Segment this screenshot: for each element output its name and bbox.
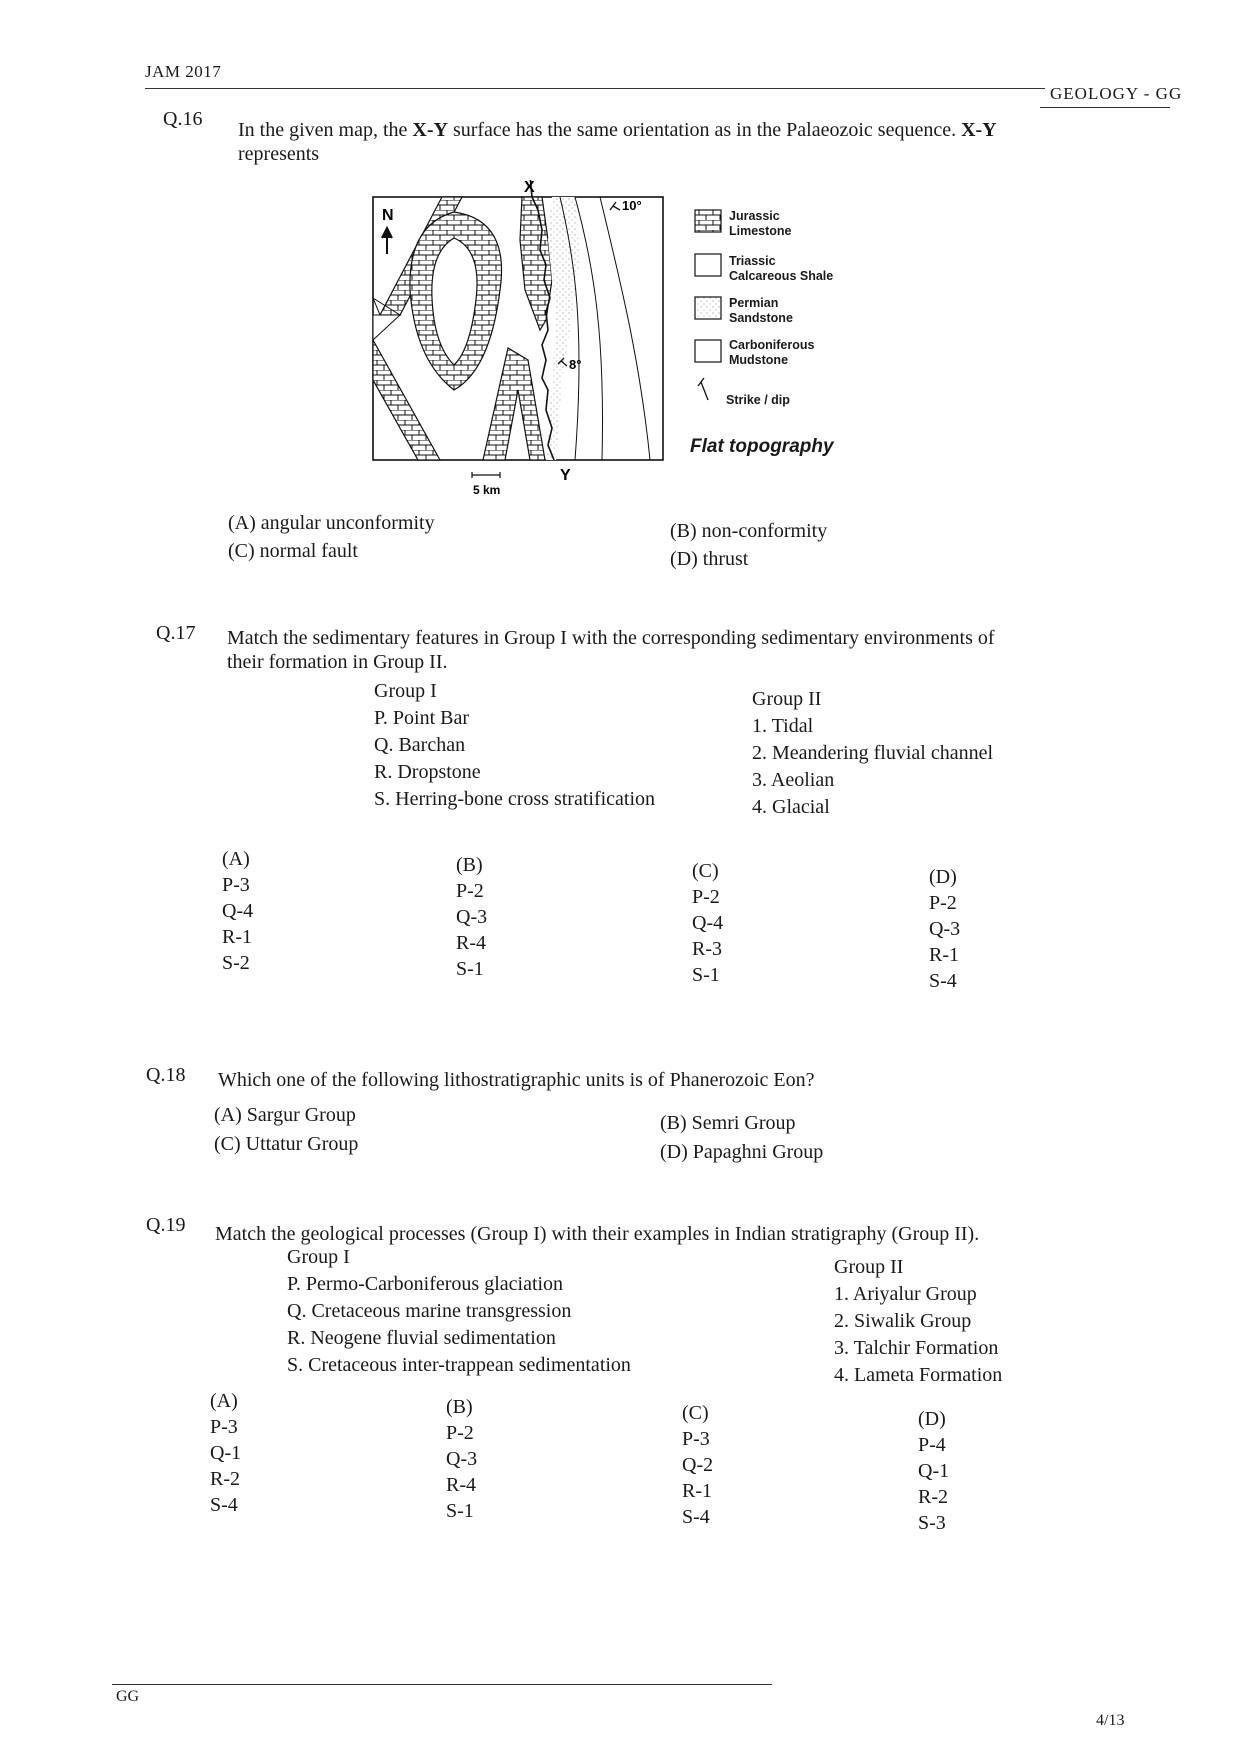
legend-shale-swatch bbox=[695, 254, 721, 276]
scale-bar bbox=[472, 472, 500, 478]
q17-group2: Group II 1. Tidal 2. Meandering fluvial channel 3. Aeolian 4. Glacial bbox=[752, 688, 994, 818]
q19-group1: Group I P. Permo-Carboniferous glaciation Q. Cretaceous marine transgression R. Neogene fluvial sedimentation S. Cretaceous inter-trappean sedimentation bbox=[287, 1246, 631, 1376]
q18-option-a[interactable]: (A) Sargur Group bbox=[214, 1104, 356, 1126]
q19-answer-c[interactable]: (C) P-3 Q-2 R-1 S-4 bbox=[682, 1402, 714, 1528]
q17-answer-a[interactable]: (A) P-3 Q-4 R-1 S-2 bbox=[222, 848, 254, 974]
q17-answer-b[interactable]: (B) P-2 Q-3 R-4 S-1 bbox=[456, 854, 488, 980]
q19-text: Match the geological processes (Group I) with their examples in Indian stratigraphy (Group II). bbox=[215, 1223, 980, 1245]
header-rule-right bbox=[1040, 107, 1170, 108]
q16-option-b[interactable]: (B) non-conformity bbox=[670, 520, 828, 542]
q19-answer-a[interactable]: (A) P-3 Q-1 R-2 S-4 bbox=[210, 1390, 242, 1516]
dip-value-top: 10° bbox=[622, 198, 642, 213]
north-label: N bbox=[382, 207, 394, 224]
paper-code: GEOLOGY - GG bbox=[1050, 84, 1183, 103]
q18-option-c[interactable]: (C) Uttatur Group bbox=[214, 1133, 359, 1155]
x-label: X bbox=[524, 180, 535, 196]
legend-mudstone-swatch bbox=[695, 340, 721, 362]
q16-option-a[interactable]: (A) angular unconformity bbox=[228, 512, 435, 534]
q18-option-d[interactable]: (D) Papaghni Group bbox=[660, 1141, 824, 1163]
legend-triassic: Triassic Calcareous Shale bbox=[729, 254, 834, 283]
q17-answer-c[interactable]: (C) P-2 Q-4 R-3 S-1 bbox=[692, 860, 724, 986]
q18-option-b[interactable]: (B) Semri Group bbox=[660, 1112, 796, 1134]
flat-topography-note: Flat topography bbox=[690, 436, 834, 457]
footer-rule bbox=[112, 1684, 772, 1685]
q18-number: Q.18 bbox=[146, 1064, 186, 1086]
legend-strike-dip: Strike / dip bbox=[726, 393, 790, 407]
q18-text: Which one of the following lithostratigraphic units is of Phanerozoic Eon? bbox=[218, 1069, 815, 1091]
q19-answer-d[interactable]: (D) P-4 Q-1 R-2 S-3 bbox=[918, 1408, 950, 1534]
q16-option-c[interactable]: (C) normal fault bbox=[228, 540, 358, 562]
q17-group1: Group I P. Point Bar Q. Barchan R. Dropstone S. Herring-bone cross stratification bbox=[374, 680, 656, 810]
q17-text: Match the sedimentary features in Group I with the corresponding sedimentary environments of their formation in Group II. bbox=[227, 627, 995, 673]
q19-number: Q.19 bbox=[146, 1214, 186, 1236]
scale-label: 5 km bbox=[473, 483, 501, 497]
q16-option-d[interactable]: (D) thrust bbox=[670, 548, 749, 570]
q17-answer-d[interactable]: (D) P-2 Q-3 R-1 S-4 bbox=[929, 866, 961, 992]
legend-jurassic: Jurassic Limestone bbox=[729, 209, 792, 238]
exam-title: JAM 2017 bbox=[145, 62, 222, 81]
footer-paper-code: GG bbox=[116, 1688, 140, 1705]
legend-sandstone-swatch bbox=[695, 297, 721, 319]
dip-value-bottom: 8° bbox=[569, 357, 582, 372]
y-label: Y bbox=[560, 467, 571, 484]
q16-number: Q.16 bbox=[163, 108, 203, 130]
page-number: 4/13 bbox=[1096, 1712, 1125, 1729]
q16-text: In the given map, the X-Y surface has the same orientation as in the Palaeozoic sequence. X-Y represents bbox=[238, 119, 997, 165]
header-rule bbox=[145, 88, 1045, 89]
legend-limestone-swatch bbox=[695, 210, 721, 232]
legend-permian: Permian Sandstone bbox=[729, 296, 793, 325]
q19-answer-b[interactable]: (B) P-2 Q-3 R-4 S-1 bbox=[446, 1396, 478, 1522]
q17-number: Q.17 bbox=[156, 622, 196, 644]
legend-strike-dip-symbol bbox=[698, 378, 708, 400]
q19-group2: Group II 1. Ariyalur Group 2. Siwalik Group 3. Talchir Formation 4. Lameta Formation bbox=[834, 1256, 1003, 1386]
legend-carboniferous: Carboniferous Mudstone bbox=[729, 338, 815, 367]
